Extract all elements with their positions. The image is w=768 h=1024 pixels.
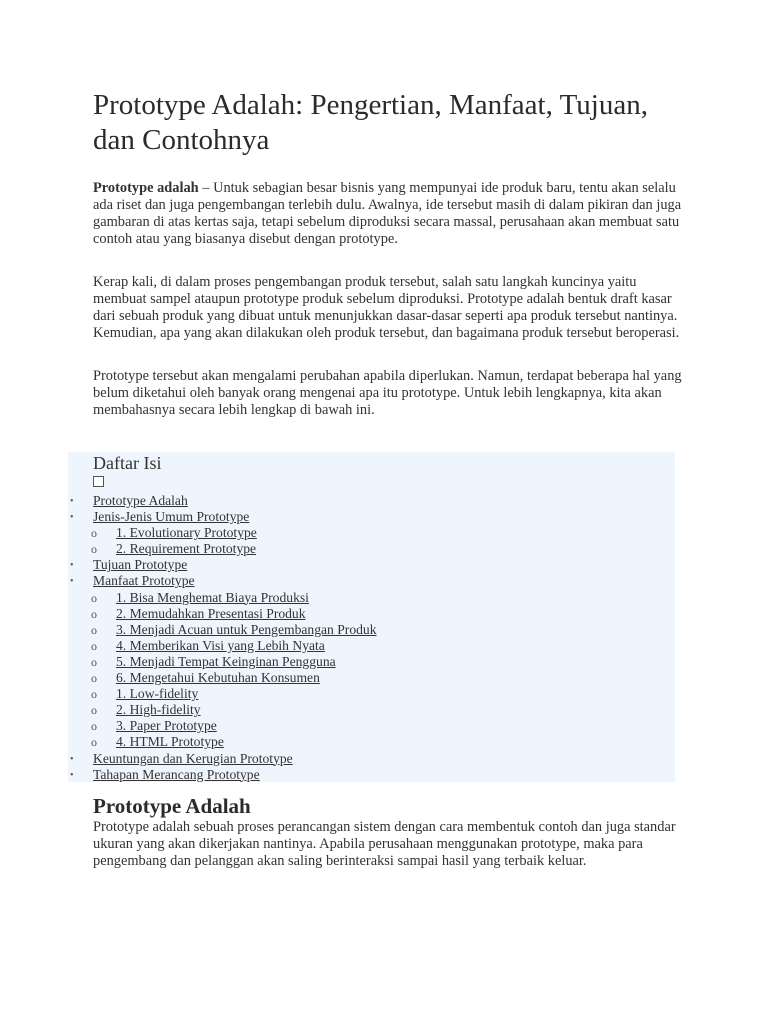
circle-bullet-icon: o <box>91 687 97 702</box>
circle-bullet-icon: o <box>91 638 97 653</box>
toc-link[interactable]: 1. Low-fidelity <box>116 686 199 702</box>
intro-paragraph <box>93 180 683 248</box>
toc-item <box>68 654 675 670</box>
toc-item <box>68 557 675 573</box>
toc-item <box>68 541 675 557</box>
circle-bullet-icon: o <box>91 735 97 750</box>
toc-link[interactable]: 1. Evolutionary Prototype <box>116 525 257 541</box>
toc-link[interactable]: 2. Memudahkan Presentasi Produk <box>116 605 306 621</box>
table-of-contents <box>68 452 675 782</box>
toc-title: Daftar Isi <box>93 453 162 473</box>
toc-item <box>68 718 675 734</box>
dot-bullet-icon: • <box>70 769 74 781</box>
dot-bullet-icon: • <box>70 512 74 524</box>
toc-link[interactable]: 3. Paper Prototype <box>116 718 217 734</box>
toc-item <box>68 734 675 750</box>
toc-item <box>68 525 675 541</box>
toc-item <box>68 751 675 767</box>
dot-bullet-icon: • <box>70 753 74 765</box>
paragraph-2: Kerap kali, di dalam proses pengembangan produk tersebut, salah satu langkah kuncinya yaitu membuat sampel ataupun prototype produk sebelum diproduksi. Prototype adalah bentuk draft kasar dari sebuah produk yang dibuat untuk menunjukkan dasar-dasar seperti apa produk tersebut nantinya. Kemudian, apa yang akan dilakukan oleh produk tersebut, dan bagaimana produk tersebut beroperasi. <box>93 274 680 341</box>
toc-toggle-checkbox[interactable] <box>93 476 104 487</box>
toc-link[interactable]: Keuntungan dan Kerugian Prototype <box>93 750 293 766</box>
toc-item <box>68 767 675 783</box>
toc-link[interactable]: Tahapan Merancang Prototype <box>93 766 260 782</box>
circle-bullet-icon: o <box>91 542 97 557</box>
toc-item <box>68 493 675 509</box>
toc-item <box>68 606 675 622</box>
toc-link[interactable]: 1. Bisa Menghemat Biaya Produksi <box>116 589 309 605</box>
section-paragraph: Prototype adalah sebuah proses perancangan sistem dengan cara membentuk contoh dan juga standar ukuran yang akan dikerjakan nantinya. Apabila perusahaan menggunakan prototype, maka para pengembang dan pelanggan akan saling berinteraksi sampai hasil yang terbaik keluar. <box>93 819 676 869</box>
toc-item <box>68 670 675 686</box>
intro-text: – Untuk sebagian besar bisnis yang mempunyai ide produk baru, tentu akan selalu ada riset dan juga pengembangan terlebih dulu. Awalnya, ide tersebut masih di dalam pikiran dan juga gambaran di atas kertas saja, tetapi sebelum diproduksi secara massal, perusahaan akan membuat satu contoh atau yang biasanya disebut dengan prototype. <box>93 180 682 247</box>
circle-bullet-icon: o <box>91 671 97 686</box>
toc-link[interactable]: 5. Menjadi Tempat Keinginan Pengguna <box>116 653 336 669</box>
toc-item <box>68 638 675 654</box>
section-heading: Prototype Adalah <box>93 794 251 818</box>
article-body <box>93 88 683 441</box>
circle-bullet-icon: o <box>91 654 97 669</box>
toc-item <box>68 509 675 525</box>
toc-link[interactable]: Tujuan Prototype <box>93 557 188 573</box>
toc-link[interactable]: Manfaat Prototype <box>93 573 195 589</box>
toc-list <box>68 493 675 783</box>
circle-bullet-icon: o <box>91 719 97 734</box>
toc-item <box>68 573 675 589</box>
toc-link[interactable]: 4. HTML Prototype <box>116 734 224 750</box>
toc-item <box>68 622 675 638</box>
toc-item <box>68 686 675 702</box>
toc-link[interactable]: 3. Menjadi Acuan untuk Pengembangan Produk <box>116 621 377 637</box>
circle-bullet-icon: o <box>91 590 97 605</box>
dot-bullet-icon: • <box>70 496 74 507</box>
toc-link[interactable]: Prototype Adalah <box>93 493 188 508</box>
dot-bullet-icon: • <box>70 560 74 572</box>
circle-bullet-icon: o <box>91 703 97 718</box>
toc-link[interactable]: 2. High-fidelity <box>116 702 201 718</box>
toc-item <box>68 590 675 606</box>
toc-link[interactable]: Jenis-Jenis Umum Prototype <box>93 509 250 525</box>
paragraph-3: Prototype tersebut akan mengalami perubahan apabila diperlukan. Namun, terdapat beberapa hal yang belum diketahui oleh banyak orang mengenai apa itu prototype. Untuk lebih lengkapnya, kita akan membahasnya secara lebih lengkap di bawah ini. <box>93 368 682 418</box>
intro-bold-term: Prototype adalah <box>93 180 199 196</box>
toc-link[interactable]: 6. Mengetahui Kebutuhan Konsumen <box>116 670 320 686</box>
circle-bullet-icon: o <box>91 622 97 637</box>
toc-link[interactable]: 4. Memberikan Visi yang Lebih Nyata <box>116 637 325 653</box>
toc-item <box>68 702 675 718</box>
toc-link[interactable]: 2. Requirement Prototype <box>116 541 257 557</box>
article-title: Prototype Adalah: Pengertian, Manfaat, Tujuan, dan Contohnya <box>93 89 648 156</box>
circle-bullet-icon: o <box>91 606 97 621</box>
circle-bullet-icon: o <box>91 526 97 541</box>
dot-bullet-icon: • <box>70 576 74 588</box>
